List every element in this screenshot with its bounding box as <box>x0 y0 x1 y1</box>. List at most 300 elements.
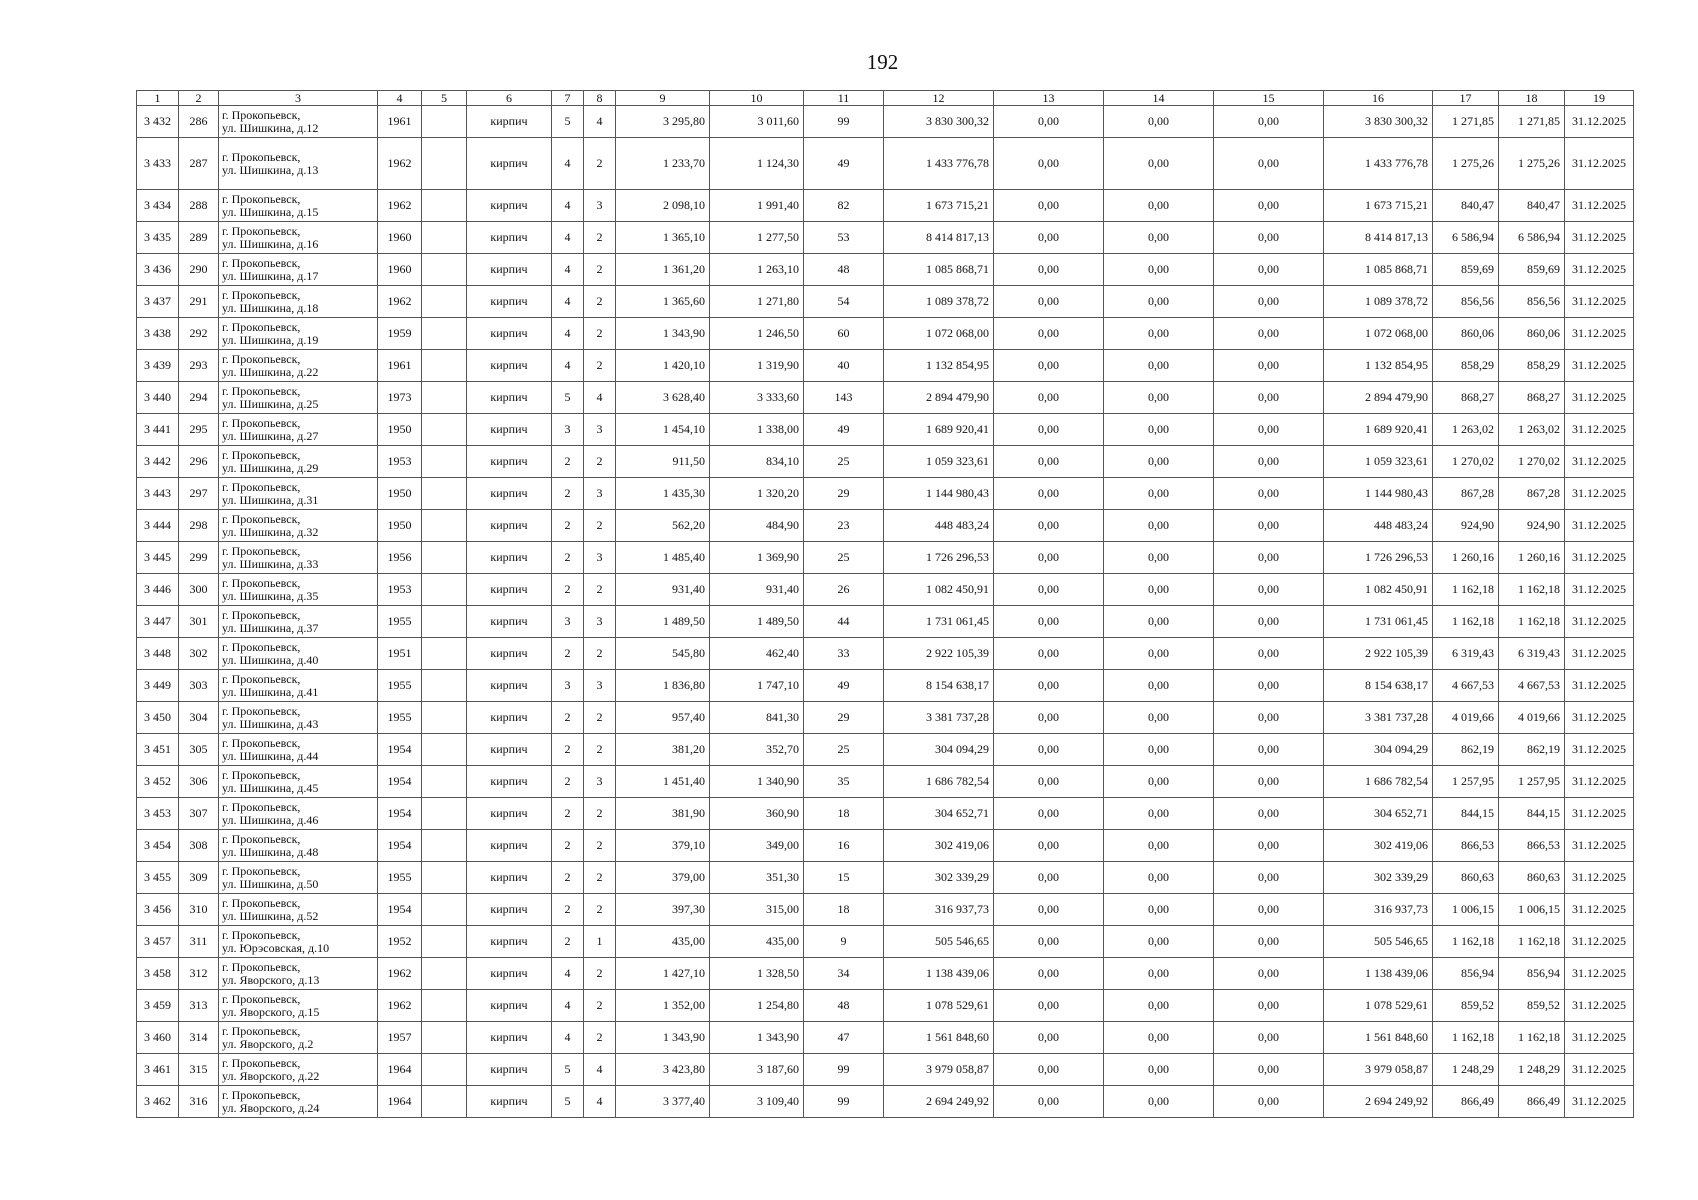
total-cost-cell: 302 419,06 <box>884 830 994 862</box>
item-number-cell: 314 <box>179 1022 219 1054</box>
specific-cost-17-cell: 1 275,26 <box>1433 138 1499 190</box>
total-area-cell: 1 361,20 <box>616 254 710 286</box>
record-number-cell: 3 433 <box>137 138 179 190</box>
item-number-cell: 287 <box>179 138 219 190</box>
living-area-cell: 352,70 <box>710 734 804 766</box>
living-area-cell: 484,90 <box>710 510 804 542</box>
table-row <box>137 542 1634 574</box>
total-cost-cell: 3 979 058,87 <box>884 1054 994 1086</box>
cost-col-15-cell: 0,00 <box>1214 286 1324 318</box>
table-row <box>137 862 1634 894</box>
floors-cell: 2 <box>552 542 584 574</box>
residents-cell: 25 <box>804 734 884 766</box>
address-city: г. Прокопьевск, <box>222 191 301 206</box>
specific-cost-18-cell: 1 260,16 <box>1499 542 1565 574</box>
planned-date-cell: 31.12.2025 <box>1565 798 1634 830</box>
address-cell <box>219 190 378 222</box>
year-built-cell: 1954 <box>378 734 422 766</box>
wall-material-cell: кирпич <box>467 382 552 414</box>
residents-cell: 26 <box>804 574 884 606</box>
entrances-cell: 2 <box>584 702 616 734</box>
specific-cost-17-cell: 1 257,95 <box>1433 766 1499 798</box>
floors-cell: 4 <box>552 318 584 350</box>
column-5-cell <box>422 798 467 830</box>
cost-col-14-cell: 0,00 <box>1104 1054 1214 1086</box>
cost-col-15-cell: 0,00 <box>1214 542 1324 574</box>
living-area-cell: 315,00 <box>710 894 804 926</box>
year-built-cell: 1957 <box>378 1022 422 1054</box>
cost-col-14-cell: 0,00 <box>1104 734 1214 766</box>
cost-col-16-cell: 1 726 296,53 <box>1324 542 1433 574</box>
specific-cost-17-cell: 4 019,66 <box>1433 702 1499 734</box>
address-street: ул. Шишкина, д.15 <box>222 204 319 219</box>
record-number-cell: 3 446 <box>137 574 179 606</box>
record-number-cell: 3 462 <box>137 1086 179 1118</box>
living-area-cell: 1 271,80 <box>710 286 804 318</box>
planned-date-cell: 31.12.2025 <box>1565 638 1634 670</box>
specific-cost-17-cell: 859,69 <box>1433 254 1499 286</box>
cost-col-15-cell: 0,00 <box>1214 350 1324 382</box>
year-built-cell: 1962 <box>378 190 422 222</box>
specific-cost-18-cell: 856,94 <box>1499 958 1565 990</box>
cost-col-15-cell: 0,00 <box>1214 1054 1324 1086</box>
specific-cost-18-cell: 1 271,85 <box>1499 106 1565 138</box>
total-cost-cell: 1 089 378,72 <box>884 286 994 318</box>
address-city: г. Прокопьевск, <box>222 149 301 164</box>
specific-cost-17-cell: 859,52 <box>1433 990 1499 1022</box>
year-built-cell: 1954 <box>378 894 422 926</box>
planned-date-cell: 31.12.2025 <box>1565 510 1634 542</box>
address-city: г. Прокопьевск, <box>222 895 301 910</box>
year-built-cell: 1954 <box>378 766 422 798</box>
living-area-cell: 3 011,60 <box>710 106 804 138</box>
column-5-cell <box>422 638 467 670</box>
record-number-cell: 3 460 <box>137 1022 179 1054</box>
address-city: г. Прокопьевск, <box>222 223 301 238</box>
address-city: г. Прокопьевск, <box>222 863 301 878</box>
column-5-cell <box>422 382 467 414</box>
table-row <box>137 638 1634 670</box>
table-row <box>137 222 1634 254</box>
item-number-cell: 301 <box>179 606 219 638</box>
cost-col-16-cell: 1 078 529,61 <box>1324 990 1433 1022</box>
cost-col-13-cell: 0,00 <box>994 958 1104 990</box>
specific-cost-17-cell: 1 162,18 <box>1433 606 1499 638</box>
living-area-cell: 351,30 <box>710 862 804 894</box>
total-area-cell: 545,80 <box>616 638 710 670</box>
item-number-cell: 307 <box>179 798 219 830</box>
address-cell <box>219 862 378 894</box>
cost-col-15-cell: 0,00 <box>1214 830 1324 862</box>
cost-col-13-cell: 0,00 <box>994 254 1104 286</box>
wall-material-cell: кирпич <box>467 254 552 286</box>
item-number-cell: 305 <box>179 734 219 766</box>
cost-col-16-cell: 8 414 817,13 <box>1324 222 1433 254</box>
floors-cell: 2 <box>552 574 584 606</box>
specific-cost-17-cell: 858,29 <box>1433 350 1499 382</box>
cost-col-13-cell: 0,00 <box>994 138 1104 190</box>
cost-col-14-cell: 0,00 <box>1104 670 1214 702</box>
cost-col-13-cell: 0,00 <box>994 318 1104 350</box>
specific-cost-17-cell: 1 248,29 <box>1433 1054 1499 1086</box>
floors-cell: 5 <box>552 1054 584 1086</box>
table-row <box>137 138 1634 190</box>
wall-material-cell: кирпич <box>467 106 552 138</box>
column-5-cell <box>422 478 467 510</box>
total-cost-cell: 2 894 479,90 <box>884 382 994 414</box>
address-cell <box>219 1054 378 1086</box>
address-street: ул. Шишкина, д.17 <box>222 268 319 283</box>
item-number-cell: 304 <box>179 702 219 734</box>
cost-col-13-cell: 0,00 <box>994 766 1104 798</box>
specific-cost-17-cell: 924,90 <box>1433 510 1499 542</box>
address-street: ул. Шишкина, д.27 <box>222 428 319 443</box>
floors-cell: 2 <box>552 798 584 830</box>
wall-material-cell: кирпич <box>467 138 552 190</box>
address-city: г. Прокопьевск, <box>222 1023 301 1038</box>
item-number-cell: 291 <box>179 286 219 318</box>
entrances-cell: 2 <box>584 138 616 190</box>
total-cost-cell: 1 072 068,00 <box>884 318 994 350</box>
living-area-cell: 1 328,50 <box>710 958 804 990</box>
address-cell <box>219 990 378 1022</box>
cost-col-16-cell: 316 937,73 <box>1324 894 1433 926</box>
total-area-cell: 3 628,40 <box>616 382 710 414</box>
item-number-cell: 303 <box>179 670 219 702</box>
column-5-cell <box>422 862 467 894</box>
total-cost-cell: 1 085 868,71 <box>884 254 994 286</box>
cost-col-16-cell: 1 085 868,71 <box>1324 254 1433 286</box>
table-row <box>137 606 1634 638</box>
year-built-cell: 1950 <box>378 478 422 510</box>
address-street: ул. Яворского, д.15 <box>222 1004 320 1019</box>
total-cost-cell: 1 082 450,91 <box>884 574 994 606</box>
address-street: ул. Яворского, д.22 <box>222 1068 320 1083</box>
total-area-cell: 931,40 <box>616 574 710 606</box>
planned-date-cell: 31.12.2025 <box>1565 190 1634 222</box>
table-row <box>137 414 1634 446</box>
floors-cell: 3 <box>552 414 584 446</box>
address-cell <box>219 702 378 734</box>
wall-material-cell: кирпич <box>467 734 552 766</box>
entrances-cell: 3 <box>584 190 616 222</box>
total-cost-cell: 1 731 061,45 <box>884 606 994 638</box>
year-built-cell: 1960 <box>378 222 422 254</box>
total-area-cell: 397,30 <box>616 894 710 926</box>
item-number-cell: 294 <box>179 382 219 414</box>
table-row <box>137 670 1634 702</box>
column-5-cell <box>422 1022 467 1054</box>
address-street: ул. Яворского, д.24 <box>222 1100 320 1115</box>
year-built-cell: 1959 <box>378 318 422 350</box>
cost-col-15-cell: 0,00 <box>1214 510 1324 542</box>
address-city: г. Прокопьевск, <box>222 959 301 974</box>
address-cell <box>219 766 378 798</box>
living-area-cell: 834,10 <box>710 446 804 478</box>
address-city: г. Прокопьевск, <box>222 415 301 430</box>
floors-cell: 2 <box>552 926 584 958</box>
living-area-cell: 360,90 <box>710 798 804 830</box>
total-area-cell: 435,00 <box>616 926 710 958</box>
wall-material-cell: кирпич <box>467 990 552 1022</box>
living-area-cell: 1 320,20 <box>710 478 804 510</box>
address-street: ул. Юрэсовская, д.10 <box>222 940 330 955</box>
total-cost-cell: 1 686 782,54 <box>884 766 994 798</box>
year-built-cell: 1962 <box>378 990 422 1022</box>
planned-date-cell: 31.12.2025 <box>1565 542 1634 574</box>
column-header-14: 14 <box>1104 91 1214 106</box>
address-street: ул. Шишкина, д.48 <box>222 844 319 859</box>
floors-cell: 4 <box>552 350 584 382</box>
specific-cost-17-cell: 867,28 <box>1433 478 1499 510</box>
wall-material-cell: кирпич <box>467 414 552 446</box>
specific-cost-18-cell: 862,19 <box>1499 734 1565 766</box>
column-header-4: 4 <box>378 91 422 106</box>
cost-col-14-cell: 0,00 <box>1104 926 1214 958</box>
column-5-cell <box>422 542 467 574</box>
cost-col-13-cell: 0,00 <box>994 1086 1104 1118</box>
entrances-cell: 2 <box>584 638 616 670</box>
planned-date-cell: 31.12.2025 <box>1565 382 1634 414</box>
cost-col-14-cell: 0,00 <box>1104 542 1214 574</box>
total-area-cell: 957,40 <box>616 702 710 734</box>
item-number-cell: 295 <box>179 414 219 446</box>
address-cell <box>219 446 378 478</box>
residents-cell: 99 <box>804 1086 884 1118</box>
floors-cell: 2 <box>552 510 584 542</box>
cost-col-15-cell: 0,00 <box>1214 766 1324 798</box>
planned-date-cell: 31.12.2025 <box>1565 318 1634 350</box>
column-5-cell <box>422 222 467 254</box>
total-cost-cell: 1 078 529,61 <box>884 990 994 1022</box>
planned-date-cell: 31.12.2025 <box>1565 830 1634 862</box>
record-number-cell: 3 443 <box>137 478 179 510</box>
specific-cost-17-cell: 866,53 <box>1433 830 1499 862</box>
address-cell <box>219 830 378 862</box>
item-number-cell: 286 <box>179 106 219 138</box>
item-number-cell: 293 <box>179 350 219 382</box>
cost-col-15-cell: 0,00 <box>1214 670 1324 702</box>
column-5-cell <box>422 734 467 766</box>
cost-col-15-cell: 0,00 <box>1214 1022 1324 1054</box>
entrances-cell: 2 <box>584 862 616 894</box>
column-header-2: 2 <box>179 91 219 106</box>
table-row <box>137 958 1634 990</box>
record-number-cell: 3 456 <box>137 894 179 926</box>
column-header-13: 13 <box>994 91 1104 106</box>
address-city: г. Прокопьевск, <box>222 1087 301 1102</box>
specific-cost-17-cell: 6 319,43 <box>1433 638 1499 670</box>
cost-col-16-cell: 1 082 450,91 <box>1324 574 1433 606</box>
address-cell <box>219 606 378 638</box>
planned-date-cell: 31.12.2025 <box>1565 574 1634 606</box>
cost-col-14-cell: 0,00 <box>1104 798 1214 830</box>
column-header-9: 9 <box>616 91 710 106</box>
residents-cell: 48 <box>804 990 884 1022</box>
table-row <box>137 734 1634 766</box>
item-number-cell: 297 <box>179 478 219 510</box>
address-street: ул. Шишкина, д.19 <box>222 332 319 347</box>
record-number-cell: 3 442 <box>137 446 179 478</box>
column-5-cell <box>422 574 467 606</box>
cost-col-14-cell: 0,00 <box>1104 510 1214 542</box>
specific-cost-17-cell: 1 260,16 <box>1433 542 1499 574</box>
cost-col-14-cell: 0,00 <box>1104 830 1214 862</box>
table-row <box>137 1022 1634 1054</box>
residents-cell: 99 <box>804 106 884 138</box>
cost-col-16-cell: 3 830 300,32 <box>1324 106 1433 138</box>
record-number-cell: 3 448 <box>137 638 179 670</box>
cost-col-13-cell: 0,00 <box>994 1022 1104 1054</box>
cost-col-15-cell: 0,00 <box>1214 382 1324 414</box>
item-number-cell: 309 <box>179 862 219 894</box>
year-built-cell: 1955 <box>378 606 422 638</box>
wall-material-cell: кирпич <box>467 862 552 894</box>
floors-cell: 2 <box>552 894 584 926</box>
record-number-cell: 3 449 <box>137 670 179 702</box>
specific-cost-18-cell: 859,69 <box>1499 254 1565 286</box>
record-number-cell: 3 445 <box>137 542 179 574</box>
table-row <box>137 894 1634 926</box>
record-number-cell: 3 439 <box>137 350 179 382</box>
entrances-cell: 2 <box>584 574 616 606</box>
cost-col-14-cell: 0,00 <box>1104 862 1214 894</box>
total-cost-cell: 8 154 638,17 <box>884 670 994 702</box>
cost-col-13-cell: 0,00 <box>994 478 1104 510</box>
entrances-cell: 3 <box>584 670 616 702</box>
specific-cost-17-cell: 4 667,53 <box>1433 670 1499 702</box>
specific-cost-17-cell: 856,56 <box>1433 286 1499 318</box>
address-city: г. Прокопьевск, <box>222 671 301 686</box>
table-row <box>137 446 1634 478</box>
address-street: ул. Шишкина, д.50 <box>222 876 319 891</box>
planned-date-cell: 31.12.2025 <box>1565 106 1634 138</box>
address-street: ул. Шишкина, д.22 <box>222 364 319 379</box>
address-city: г. Прокопьевск, <box>222 575 301 590</box>
cost-col-14-cell: 0,00 <box>1104 382 1214 414</box>
total-cost-cell: 304 652,71 <box>884 798 994 830</box>
address-cell <box>219 958 378 990</box>
planned-date-cell: 31.12.2025 <box>1565 894 1634 926</box>
address-street: ул. Шишкина, д.52 <box>222 908 319 923</box>
record-number-cell: 3 435 <box>137 222 179 254</box>
cost-col-13-cell: 0,00 <box>994 414 1104 446</box>
column-header-17: 17 <box>1433 91 1499 106</box>
item-number-cell: 306 <box>179 766 219 798</box>
wall-material-cell: кирпич <box>467 1086 552 1118</box>
address-city: г. Прокопьевск, <box>222 511 301 526</box>
living-area-cell: 841,30 <box>710 702 804 734</box>
year-built-cell: 1962 <box>378 286 422 318</box>
wall-material-cell: кирпич <box>467 574 552 606</box>
cost-col-14-cell: 0,00 <box>1104 286 1214 318</box>
address-cell <box>219 478 378 510</box>
cost-col-14-cell: 0,00 <box>1104 1086 1214 1118</box>
table-row <box>137 254 1634 286</box>
cost-col-15-cell: 0,00 <box>1214 190 1324 222</box>
residents-cell: 16 <box>804 830 884 862</box>
address-cell <box>219 542 378 574</box>
wall-material-cell: кирпич <box>467 190 552 222</box>
address-city: г. Прокопьевск, <box>222 319 301 334</box>
column-5-cell <box>422 318 467 350</box>
specific-cost-18-cell: 1 162,18 <box>1499 574 1565 606</box>
cost-col-15-cell: 0,00 <box>1214 574 1324 606</box>
column-5-cell <box>422 894 467 926</box>
address-street: ул. Яворского, д.2 <box>222 1036 314 1051</box>
cost-col-16-cell: 3 381 737,28 <box>1324 702 1433 734</box>
address-street: ул. Шишкина, д.41 <box>222 684 319 699</box>
record-number-cell: 3 440 <box>137 382 179 414</box>
year-built-cell: 1962 <box>378 958 422 990</box>
specific-cost-18-cell: 6 586,94 <box>1499 222 1565 254</box>
cost-col-14-cell: 0,00 <box>1104 766 1214 798</box>
total-cost-cell: 1 132 854,95 <box>884 350 994 382</box>
year-built-cell: 1964 <box>378 1054 422 1086</box>
entrances-cell: 3 <box>584 478 616 510</box>
total-area-cell: 1 343,90 <box>616 1022 710 1054</box>
address-city: г. Прокопьевск, <box>222 639 301 654</box>
column-5-cell <box>422 958 467 990</box>
cost-col-14-cell: 0,00 <box>1104 190 1214 222</box>
wall-material-cell: кирпич <box>467 446 552 478</box>
item-number-cell: 292 <box>179 318 219 350</box>
column-5-cell <box>422 510 467 542</box>
item-number-cell: 310 <box>179 894 219 926</box>
cost-col-13-cell: 0,00 <box>994 862 1104 894</box>
entrances-cell: 2 <box>584 894 616 926</box>
cost-col-13-cell: 0,00 <box>994 286 1104 318</box>
address-city: г. Прокопьевск, <box>222 447 301 462</box>
address-city: г. Прокопьевск, <box>222 799 301 814</box>
specific-cost-17-cell: 868,27 <box>1433 382 1499 414</box>
total-area-cell: 381,90 <box>616 798 710 830</box>
year-built-cell: 1956 <box>378 542 422 574</box>
year-built-cell: 1961 <box>378 350 422 382</box>
living-area-cell: 435,00 <box>710 926 804 958</box>
record-number-cell: 3 457 <box>137 926 179 958</box>
record-number-cell: 3 452 <box>137 766 179 798</box>
cost-col-15-cell: 0,00 <box>1214 702 1324 734</box>
living-area-cell: 1 246,50 <box>710 318 804 350</box>
entrances-cell: 2 <box>584 318 616 350</box>
address-street: ул. Шишкина, д.37 <box>222 620 319 635</box>
residents-cell: 143 <box>804 382 884 414</box>
total-area-cell: 1 365,10 <box>616 222 710 254</box>
address-street: ул. Шишкина, д.31 <box>222 492 319 507</box>
cost-col-13-cell: 0,00 <box>994 106 1104 138</box>
cost-col-16-cell: 505 546,65 <box>1324 926 1433 958</box>
total-area-cell: 1 485,40 <box>616 542 710 574</box>
item-number-cell: 298 <box>179 510 219 542</box>
address-cell <box>219 350 378 382</box>
column-5-cell <box>422 138 467 190</box>
planned-date-cell: 31.12.2025 <box>1565 138 1634 190</box>
address-street: ул. Шишкина, д.35 <box>222 588 319 603</box>
floors-cell: 2 <box>552 734 584 766</box>
column-header-15: 15 <box>1214 91 1324 106</box>
wall-material-cell: кирпич <box>467 286 552 318</box>
entrances-cell: 2 <box>584 254 616 286</box>
cost-col-14-cell: 0,00 <box>1104 222 1214 254</box>
table-row <box>137 190 1634 222</box>
cost-col-16-cell: 304 094,29 <box>1324 734 1433 766</box>
cost-col-13-cell: 0,00 <box>994 190 1104 222</box>
floors-cell: 4 <box>552 254 584 286</box>
entrances-cell: 2 <box>584 286 616 318</box>
wall-material-cell: кирпич <box>467 926 552 958</box>
specific-cost-18-cell: 856,56 <box>1499 286 1565 318</box>
